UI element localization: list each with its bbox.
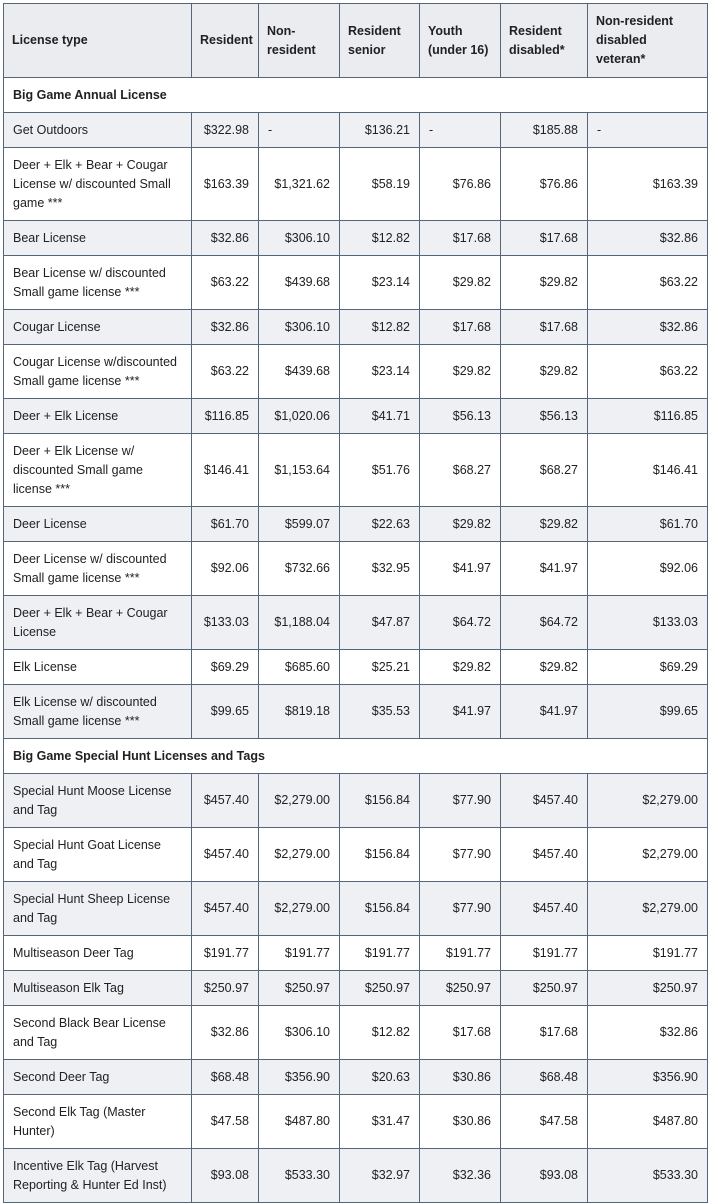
license-name: Deer + Elk + Bear + Cougar License bbox=[4, 596, 192, 650]
fee-resident-disabled: $29.82 bbox=[501, 507, 588, 542]
license-name: Second Deer Tag bbox=[4, 1060, 192, 1095]
license-name: Cougar License w/discounted Small game license *** bbox=[4, 345, 192, 399]
fee-resident-disabled: $185.88 bbox=[501, 113, 588, 148]
fee-youth: $29.82 bbox=[420, 256, 501, 310]
fee-non-resident-disabled-veteran: $99.65 bbox=[588, 685, 708, 739]
fee-youth: $30.86 bbox=[420, 1060, 501, 1095]
fee-resident: $63.22 bbox=[192, 345, 259, 399]
license-name: Special Hunt Moose License and Tag bbox=[4, 774, 192, 828]
fee-non-resident: $306.10 bbox=[259, 310, 340, 345]
fee-non-resident-disabled-veteran: $61.70 bbox=[588, 507, 708, 542]
fee-resident-senior: $250.97 bbox=[340, 971, 420, 1006]
fee-youth: $77.90 bbox=[420, 882, 501, 936]
fee-youth: $77.90 bbox=[420, 828, 501, 882]
table-row bbox=[4, 399, 708, 434]
fee-non-resident-disabled-veteran: $487.80 bbox=[588, 1095, 708, 1149]
section-header bbox=[4, 739, 708, 774]
license-name: Deer License w/ discounted Small game license *** bbox=[4, 542, 192, 596]
license-name: Incentive Elk Tag (Harvest Reporting & Hunter Ed Inst) bbox=[4, 1149, 192, 1203]
fee-resident-senior: $23.14 bbox=[340, 256, 420, 310]
fee-resident-senior: $156.84 bbox=[340, 828, 420, 882]
fee-resident-senior: $35.53 bbox=[340, 685, 420, 739]
fee-resident-senior: $156.84 bbox=[340, 774, 420, 828]
fee-resident-senior: $191.77 bbox=[340, 936, 420, 971]
fee-non-resident: $439.68 bbox=[259, 256, 340, 310]
fee-non-resident-disabled-veteran: $32.86 bbox=[588, 1006, 708, 1060]
fee-resident: $32.86 bbox=[192, 310, 259, 345]
fee-non-resident-disabled-veteran: - bbox=[588, 113, 708, 148]
fee-resident: $32.86 bbox=[192, 1006, 259, 1060]
fee-resident-senior: $47.87 bbox=[340, 596, 420, 650]
license-name: Deer + Elk + Bear + Cougar License w/ discounted Small game *** bbox=[4, 148, 192, 221]
fee-non-resident: $2,279.00 bbox=[259, 828, 340, 882]
fee-resident-senior: $51.76 bbox=[340, 434, 420, 507]
fee-non-resident-disabled-veteran: $356.90 bbox=[588, 1060, 708, 1095]
license-name: Cougar License bbox=[4, 310, 192, 345]
fee-resident-senior: $58.19 bbox=[340, 148, 420, 221]
fee-youth: $41.97 bbox=[420, 685, 501, 739]
header-row bbox=[4, 4, 708, 78]
fee-resident-senior: $12.82 bbox=[340, 1006, 420, 1060]
fee-youth: $17.68 bbox=[420, 221, 501, 256]
license-name: Second Black Bear License and Tag bbox=[4, 1006, 192, 1060]
fee-resident-senior: $22.63 bbox=[340, 507, 420, 542]
table-row bbox=[4, 507, 708, 542]
fee-resident: $93.08 bbox=[192, 1149, 259, 1203]
fee-non-resident: $250.97 bbox=[259, 971, 340, 1006]
fee-non-resident-disabled-veteran: $2,279.00 bbox=[588, 828, 708, 882]
header-license-type: License type bbox=[4, 4, 192, 78]
fee-non-resident: $1,020.06 bbox=[259, 399, 340, 434]
fee-non-resident-disabled-veteran: $191.77 bbox=[588, 936, 708, 971]
license-name: Multiseason Deer Tag bbox=[4, 936, 192, 971]
fee-non-resident-disabled-veteran: $92.06 bbox=[588, 542, 708, 596]
fee-youth: $29.82 bbox=[420, 345, 501, 399]
fee-resident-senior: $31.47 bbox=[340, 1095, 420, 1149]
fee-resident-disabled: $29.82 bbox=[501, 256, 588, 310]
fee-youth: $56.13 bbox=[420, 399, 501, 434]
fee-youth: $68.27 bbox=[420, 434, 501, 507]
fee-non-resident-disabled-veteran: $250.97 bbox=[588, 971, 708, 1006]
fee-non-resident: $685.60 bbox=[259, 650, 340, 685]
fee-non-resident-disabled-veteran: $32.86 bbox=[588, 221, 708, 256]
table-row bbox=[4, 1006, 708, 1060]
table-row bbox=[4, 1095, 708, 1149]
fee-non-resident: $439.68 bbox=[259, 345, 340, 399]
fee-non-resident: $1,321.62 bbox=[259, 148, 340, 221]
license-name: Second Elk Tag (Master Hunter) bbox=[4, 1095, 192, 1149]
fee-resident-disabled: $41.97 bbox=[501, 685, 588, 739]
table-row bbox=[4, 685, 708, 739]
fee-resident-disabled: $68.48 bbox=[501, 1060, 588, 1095]
fee-resident-senior: $12.82 bbox=[340, 221, 420, 256]
fee-resident: $92.06 bbox=[192, 542, 259, 596]
fee-resident-disabled: $457.40 bbox=[501, 828, 588, 882]
header-resident-disabled: Resident disabled* bbox=[501, 4, 588, 78]
fee-non-resident: $1,188.04 bbox=[259, 596, 340, 650]
fee-non-resident: - bbox=[259, 113, 340, 148]
license-name: Deer + Elk License bbox=[4, 399, 192, 434]
table-row bbox=[4, 971, 708, 1006]
fee-resident: $47.58 bbox=[192, 1095, 259, 1149]
fee-resident-senior: $32.95 bbox=[340, 542, 420, 596]
fee-resident: $133.03 bbox=[192, 596, 259, 650]
license-name: Deer + Elk License w/ discounted Small game license *** bbox=[4, 434, 192, 507]
fee-non-resident: $533.30 bbox=[259, 1149, 340, 1203]
table-row bbox=[4, 542, 708, 596]
fee-youth: $250.97 bbox=[420, 971, 501, 1006]
license-name: Bear License bbox=[4, 221, 192, 256]
fee-non-resident-disabled-veteran: $69.29 bbox=[588, 650, 708, 685]
fee-youth: $17.68 bbox=[420, 310, 501, 345]
section-header bbox=[4, 78, 708, 113]
table-row bbox=[4, 310, 708, 345]
fee-non-resident: $599.07 bbox=[259, 507, 340, 542]
license-name: Get Outdoors bbox=[4, 113, 192, 148]
fee-non-resident: $356.90 bbox=[259, 1060, 340, 1095]
fee-resident-disabled: $47.58 bbox=[501, 1095, 588, 1149]
header-resident-senior: Resident senior bbox=[340, 4, 420, 78]
fee-youth: $191.77 bbox=[420, 936, 501, 971]
license-name: Deer License bbox=[4, 507, 192, 542]
fee-youth: $30.86 bbox=[420, 1095, 501, 1149]
license-name: Elk License w/ discounted Small game license *** bbox=[4, 685, 192, 739]
fee-resident-disabled: $457.40 bbox=[501, 774, 588, 828]
fee-resident: $68.48 bbox=[192, 1060, 259, 1095]
fee-youth: $77.90 bbox=[420, 774, 501, 828]
fee-resident-disabled: $56.13 bbox=[501, 399, 588, 434]
fee-resident: $457.40 bbox=[192, 828, 259, 882]
fee-resident-senior: $156.84 bbox=[340, 882, 420, 936]
license-name: Special Hunt Sheep License and Tag bbox=[4, 882, 192, 936]
table-row bbox=[4, 148, 708, 221]
header-resident: Resident bbox=[192, 4, 259, 78]
fee-resident-disabled: $17.68 bbox=[501, 221, 588, 256]
fee-resident: $146.41 bbox=[192, 434, 259, 507]
table-row bbox=[4, 596, 708, 650]
fee-resident-disabled: $29.82 bbox=[501, 345, 588, 399]
fee-non-resident: $1,153.64 bbox=[259, 434, 340, 507]
fee-resident-disabled: $93.08 bbox=[501, 1149, 588, 1203]
fee-resident-disabled: $29.82 bbox=[501, 650, 588, 685]
header-youth: Youth (under 16) bbox=[420, 4, 501, 78]
table-row bbox=[4, 434, 708, 507]
fee-youth: - bbox=[420, 113, 501, 148]
license-name: Special Hunt Goat License and Tag bbox=[4, 828, 192, 882]
table-row bbox=[4, 774, 708, 828]
fee-resident: $32.86 bbox=[192, 221, 259, 256]
fee-resident-senior: $25.21 bbox=[340, 650, 420, 685]
fee-non-resident: $306.10 bbox=[259, 1006, 340, 1060]
header-non-resident: Non-resident bbox=[259, 4, 340, 78]
fee-resident: $457.40 bbox=[192, 774, 259, 828]
table-row bbox=[4, 936, 708, 971]
header-non-resident-disabled-veteran: Non-resident disabled veteran* bbox=[588, 4, 708, 78]
table-row bbox=[4, 256, 708, 310]
fee-resident-disabled: $250.97 bbox=[501, 971, 588, 1006]
license-name: Multiseason Elk Tag bbox=[4, 971, 192, 1006]
table-row bbox=[4, 828, 708, 882]
table-row bbox=[4, 1149, 708, 1203]
fee-resident-senior: $12.82 bbox=[340, 310, 420, 345]
table-row bbox=[4, 1060, 708, 1095]
table-row bbox=[4, 650, 708, 685]
fee-resident-disabled: $191.77 bbox=[501, 936, 588, 971]
fee-resident: $63.22 bbox=[192, 256, 259, 310]
fee-resident: $116.85 bbox=[192, 399, 259, 434]
fee-youth: $32.36 bbox=[420, 1149, 501, 1203]
fee-resident-disabled: $41.97 bbox=[501, 542, 588, 596]
fee-non-resident-disabled-veteran: $146.41 bbox=[588, 434, 708, 507]
fee-non-resident: $191.77 bbox=[259, 936, 340, 971]
fee-resident-senior: $23.14 bbox=[340, 345, 420, 399]
fee-resident-senior: $41.71 bbox=[340, 399, 420, 434]
fee-resident-disabled: $17.68 bbox=[501, 310, 588, 345]
fee-resident: $69.29 bbox=[192, 650, 259, 685]
fee-youth: $29.82 bbox=[420, 650, 501, 685]
fee-youth: $29.82 bbox=[420, 507, 501, 542]
license-name: Elk License bbox=[4, 650, 192, 685]
table-row bbox=[4, 882, 708, 936]
table-row bbox=[4, 221, 708, 256]
fee-resident: $457.40 bbox=[192, 882, 259, 936]
fee-non-resident-disabled-veteran: $63.22 bbox=[588, 345, 708, 399]
section-title: Big Game Annual License bbox=[4, 78, 708, 113]
fee-resident: $322.98 bbox=[192, 113, 259, 148]
fee-youth: $41.97 bbox=[420, 542, 501, 596]
fee-non-resident: $732.66 bbox=[259, 542, 340, 596]
fee-non-resident-disabled-veteran: $2,279.00 bbox=[588, 882, 708, 936]
fee-non-resident-disabled-veteran: $133.03 bbox=[588, 596, 708, 650]
fee-resident-senior: $32.97 bbox=[340, 1149, 420, 1203]
fee-resident: $61.70 bbox=[192, 507, 259, 542]
fee-resident: $99.65 bbox=[192, 685, 259, 739]
fee-non-resident-disabled-veteran: $2,279.00 bbox=[588, 774, 708, 828]
fee-resident-disabled: $17.68 bbox=[501, 1006, 588, 1060]
fee-non-resident-disabled-veteran: $116.85 bbox=[588, 399, 708, 434]
fee-non-resident: $819.18 bbox=[259, 685, 340, 739]
fee-resident-disabled: $457.40 bbox=[501, 882, 588, 936]
fee-non-resident-disabled-veteran: $163.39 bbox=[588, 148, 708, 221]
fee-resident-disabled: $76.86 bbox=[501, 148, 588, 221]
fee-resident: $191.77 bbox=[192, 936, 259, 971]
license-name: Bear License w/ discounted Small game license *** bbox=[4, 256, 192, 310]
section-title: Big Game Special Hunt Licenses and Tags bbox=[4, 739, 708, 774]
fee-non-resident: $487.80 bbox=[259, 1095, 340, 1149]
fee-youth: $64.72 bbox=[420, 596, 501, 650]
fee-resident-disabled: $64.72 bbox=[501, 596, 588, 650]
fee-resident: $163.39 bbox=[192, 148, 259, 221]
fee-resident: $250.97 bbox=[192, 971, 259, 1006]
fee-resident-senior: $136.21 bbox=[340, 113, 420, 148]
fee-non-resident: $2,279.00 bbox=[259, 882, 340, 936]
fee-youth: $76.86 bbox=[420, 148, 501, 221]
fee-non-resident: $306.10 bbox=[259, 221, 340, 256]
fee-resident-disabled: $68.27 bbox=[501, 434, 588, 507]
table-row bbox=[4, 113, 708, 148]
fee-youth: $17.68 bbox=[420, 1006, 501, 1060]
table-row bbox=[4, 345, 708, 399]
fee-non-resident-disabled-veteran: $533.30 bbox=[588, 1149, 708, 1203]
fee-non-resident-disabled-veteran: $32.86 bbox=[588, 310, 708, 345]
fee-non-resident: $2,279.00 bbox=[259, 774, 340, 828]
fee-non-resident-disabled-veteran: $63.22 bbox=[588, 256, 708, 310]
fee-resident-senior: $20.63 bbox=[340, 1060, 420, 1095]
license-fee-table bbox=[3, 3, 708, 1203]
